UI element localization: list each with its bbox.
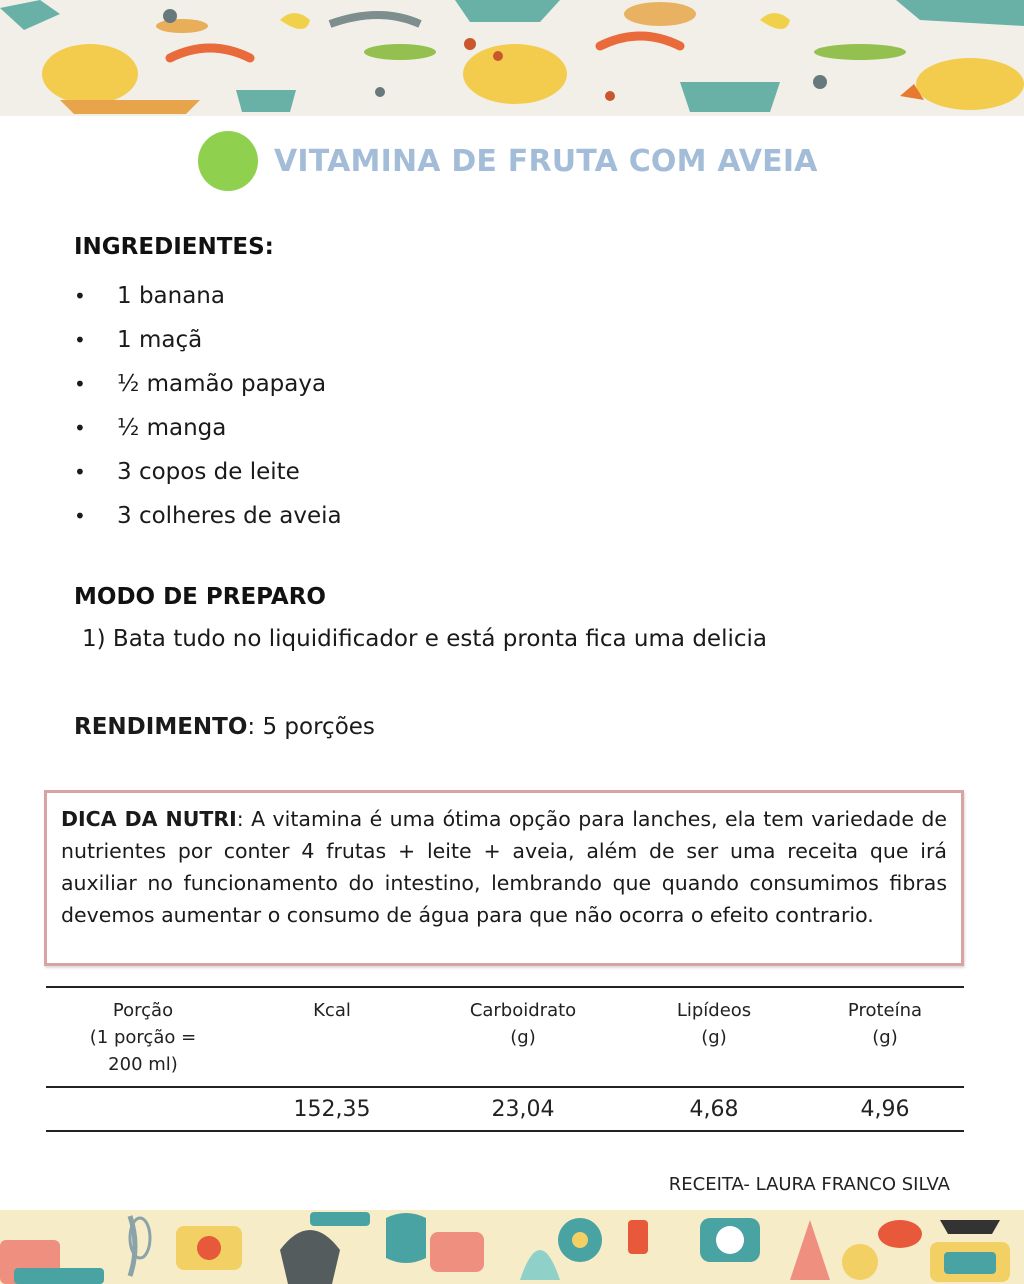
ingredient-item: • 3 copos de leite [74, 459, 300, 485]
bullet-icon: • [74, 504, 86, 528]
nutrition-table [46, 986, 964, 1132]
bullet-icon: • [74, 372, 86, 396]
tip-label: DICA DA NUTRI [61, 807, 237, 831]
header-kcal: Kcal [240, 987, 424, 1087]
ingredient-list [74, 274, 342, 538]
ingredient-item: • ½ manga [74, 415, 227, 441]
value-protein: 4,96 [806, 1087, 964, 1131]
nutritionist-tip-box [44, 790, 964, 966]
ingredients-heading: INGREDIENTES: [74, 234, 274, 260]
yield-value: 5 porções [262, 714, 375, 740]
bullet-icon: • [74, 416, 86, 440]
kitchen-pattern-illustration [0, 0, 1024, 116]
ingredient-item: • 1 banana [74, 283, 225, 309]
recipe-credit: RECEITA- LAURA FRANCO SILVA [668, 1174, 950, 1195]
bottom-decorative-banner [0, 1210, 1024, 1284]
header-protein: Proteína (g) [806, 987, 964, 1087]
nutrition-header-row [46, 987, 964, 1087]
value-portion [46, 1087, 240, 1131]
method-step: 1) Bata tudo no liquidificador e está pronta fica uma delicia [82, 626, 767, 652]
yield-separator: : [247, 714, 256, 740]
tip-separator: : [236, 807, 244, 831]
title-row [198, 130, 818, 192]
ingredient-item: • 3 colheres de aveia [74, 503, 342, 529]
bullet-icon: • [74, 328, 86, 352]
nutrition-value-row [46, 1087, 964, 1131]
header-lipids: Lipídeos (g) [622, 987, 806, 1087]
kitchen-utensils-illustration [0, 1210, 1024, 1284]
value-kcal: 152,35 [240, 1087, 424, 1131]
bullet-icon: • [74, 460, 86, 484]
title-bullet-circle [198, 131, 258, 191]
ingredient-item: • 1 maçã [74, 327, 203, 353]
header-portion: Porção (1 porção = 200 ml) [46, 987, 240, 1087]
yield-label: RENDIMENTO [74, 714, 248, 740]
recipe-title: VITAMINA DE FRUTA COM AVEIA [274, 143, 818, 179]
bullet-icon: • [74, 284, 86, 308]
top-decorative-banner [0, 0, 1024, 116]
yield [74, 714, 375, 740]
value-lipids: 4,68 [622, 1087, 806, 1131]
header-carbs: Carboidrato (g) [424, 987, 622, 1087]
value-carbs: 23,04 [424, 1087, 622, 1131]
tip-text: A vitamina é uma ótima opção para lanches, ela tem variedade de nutrientes por conter 4 frutas + leite + aveia, além de ser uma receita que irá auxiliar no funcionamento do intestino, lembrando que quando consumimos fibras devemos aumentar o consumo de água para que não ocorra o efeito contrario. [61, 807, 947, 927]
ingredient-item: • ½ mamão papaya [74, 371, 327, 397]
method-heading: MODO DE PREPARO [74, 584, 326, 610]
